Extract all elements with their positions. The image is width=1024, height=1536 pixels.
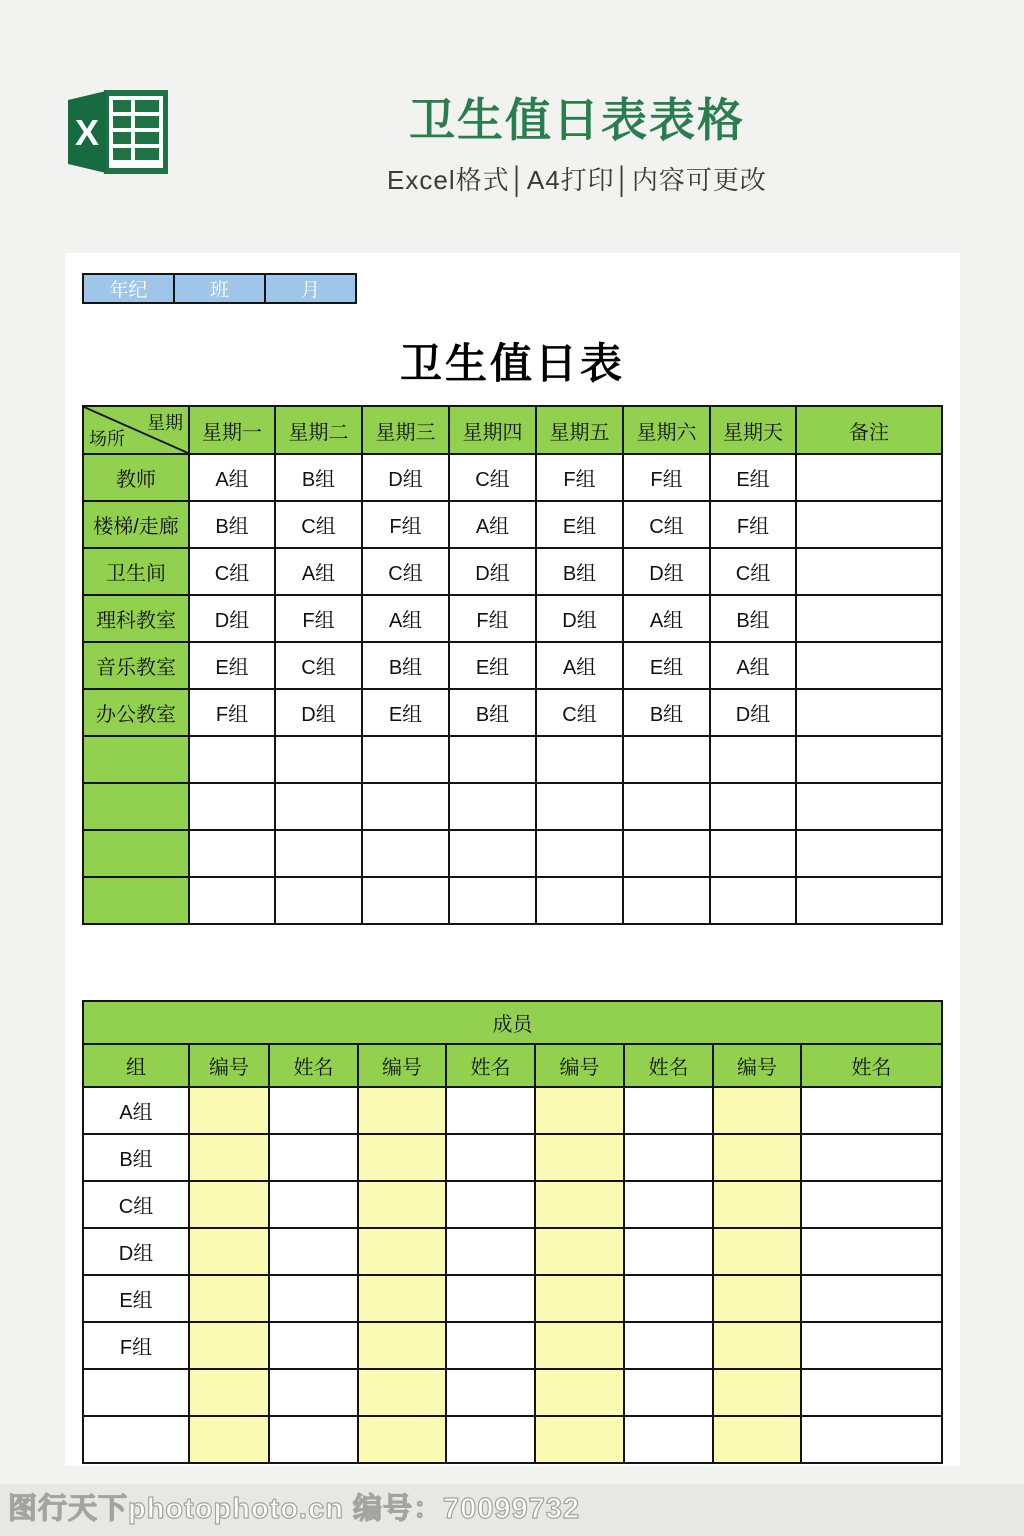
member-number-cell[interactable] — [535, 1369, 624, 1416]
remark-cell[interactable] — [796, 595, 942, 642]
duty-table — [82, 405, 943, 925]
member-number-cell[interactable] — [713, 1134, 801, 1181]
member-name-cell[interactable] — [624, 1369, 713, 1416]
remark-header: 备注 — [796, 406, 942, 454]
members-header-number-3: 编号 — [535, 1044, 624, 1087]
day-header-wed: 星期三 — [362, 406, 449, 454]
members-row — [83, 1134, 942, 1181]
remark-cell[interactable] — [796, 501, 942, 548]
members-row — [83, 1228, 942, 1275]
duty-cell[interactable]: C组 — [623, 501, 710, 548]
day-header-thu: 星期四 — [449, 406, 536, 454]
members-header-name-1: 姓名 — [269, 1044, 358, 1087]
member-name-cell[interactable] — [269, 1369, 358, 1416]
duty-cell[interactable]: A组 — [362, 595, 449, 642]
members-header-group: 组 — [83, 1044, 189, 1087]
member-name-cell[interactable] — [624, 1181, 713, 1228]
duty-cell[interactable] — [449, 736, 536, 783]
member-number-cell[interactable] — [535, 1181, 624, 1228]
member-name-cell[interactable] — [269, 1134, 358, 1181]
duty-cell[interactable]: A组 — [710, 642, 796, 689]
member-number-cell[interactable] — [713, 1416, 801, 1463]
duty-cell[interactable] — [536, 783, 623, 830]
place-cell[interactable]: 理科教室 — [83, 595, 189, 642]
duty-cell[interactable]: C组 — [449, 454, 536, 501]
member-number-cell[interactable] — [358, 1416, 446, 1463]
group-cell[interactable]: B组 — [83, 1134, 189, 1181]
class-cell[interactable]: 班 — [174, 274, 265, 303]
duty-cell[interactable]: D组 — [623, 548, 710, 595]
grade-cell[interactable]: 年纪 — [83, 274, 174, 303]
members-title-row — [83, 1001, 942, 1044]
duty-row — [83, 595, 942, 642]
duty-cell[interactable]: A组 — [536, 642, 623, 689]
month-cell[interactable]: 月 — [265, 274, 356, 303]
duty-cell[interactable] — [275, 783, 362, 830]
duty-cell[interactable]: E组 — [536, 501, 623, 548]
page-title: 卫生值日表表格 — [409, 94, 745, 146]
duty-cell[interactable]: A组 — [189, 454, 275, 501]
corner-label-week: 星期 — [147, 413, 183, 433]
duty-cell[interactable] — [623, 830, 710, 877]
day-header-sun: 星期天 — [710, 406, 796, 454]
member-number-cell[interactable] — [535, 1322, 624, 1369]
member-name-cell[interactable] — [801, 1087, 942, 1134]
members-header-number-2: 编号 — [358, 1044, 446, 1087]
member-number-cell[interactable] — [189, 1275, 269, 1322]
member-number-cell[interactable] — [358, 1134, 446, 1181]
duty-cell[interactable]: D组 — [362, 454, 449, 501]
duty-cell[interactable]: D组 — [275, 689, 362, 736]
remark-cell[interactable] — [796, 830, 942, 877]
duty-cell[interactable] — [449, 877, 536, 924]
remark-cell[interactable] — [796, 783, 942, 830]
footer-bar — [0, 1484, 1024, 1536]
page-subtitle: Excel格式│A4打印│内容可更改 — [387, 165, 767, 195]
member-name-cell[interactable] — [624, 1416, 713, 1463]
member-number-cell[interactable] — [358, 1275, 446, 1322]
duty-cell[interactable]: B组 — [710, 595, 796, 642]
duty-cell[interactable]: F组 — [275, 595, 362, 642]
duty-cell[interactable]: C组 — [536, 689, 623, 736]
group-cell[interactable] — [83, 1416, 189, 1463]
member-name-cell[interactable] — [269, 1275, 358, 1322]
duty-cell[interactable] — [189, 736, 275, 783]
duty-cell[interactable] — [710, 783, 796, 830]
corner-header-cell — [83, 406, 189, 454]
member-name-cell[interactable] — [446, 1416, 535, 1463]
day-header-sat: 星期六 — [623, 406, 710, 454]
duty-cell[interactable]: D组 — [536, 595, 623, 642]
duty-cell[interactable]: E组 — [710, 454, 796, 501]
place-cell[interactable] — [83, 877, 189, 924]
day-header-fri: 星期五 — [536, 406, 623, 454]
duty-cell[interactable] — [710, 877, 796, 924]
duty-header-row — [83, 406, 942, 454]
duty-row — [83, 501, 942, 548]
member-number-cell[interactable] — [358, 1228, 446, 1275]
members-row — [83, 1087, 942, 1134]
member-name-cell[interactable] — [446, 1322, 535, 1369]
duty-cell[interactable]: F组 — [536, 454, 623, 501]
group-cell[interactable]: F组 — [83, 1322, 189, 1369]
members-row — [83, 1322, 942, 1369]
duty-cell[interactable] — [362, 736, 449, 783]
duty-row — [83, 783, 942, 830]
duty-cell[interactable]: C组 — [275, 642, 362, 689]
member-number-cell[interactable] — [189, 1228, 269, 1275]
member-name-cell[interactable] — [801, 1369, 942, 1416]
duty-cell[interactable]: A组 — [449, 501, 536, 548]
member-number-cell[interactable] — [713, 1322, 801, 1369]
members-header-number-1: 编号 — [189, 1044, 269, 1087]
member-name-cell[interactable] — [801, 1322, 942, 1369]
place-cell[interactable]: 教师 — [83, 454, 189, 501]
duty-cell[interactable] — [623, 736, 710, 783]
duty-cell[interactable]: C组 — [275, 501, 362, 548]
duty-row — [83, 642, 942, 689]
duty-cell[interactable] — [536, 877, 623, 924]
member-number-cell[interactable] — [189, 1369, 269, 1416]
duty-cell[interactable]: B组 — [449, 689, 536, 736]
member-name-cell[interactable] — [801, 1181, 942, 1228]
duty-cell[interactable]: F组 — [710, 501, 796, 548]
duty-cell[interactable]: B组 — [189, 501, 275, 548]
members-row — [83, 1416, 942, 1463]
duty-cell[interactable]: E组 — [623, 642, 710, 689]
member-number-cell[interactable] — [535, 1275, 624, 1322]
remark-cell[interactable] — [796, 877, 942, 924]
remark-cell[interactable] — [796, 548, 942, 595]
member-name-cell[interactable] — [446, 1134, 535, 1181]
group-cell[interactable]: E组 — [83, 1275, 189, 1322]
member-number-cell[interactable] — [189, 1134, 269, 1181]
duty-cell[interactable] — [362, 830, 449, 877]
duty-cell[interactable] — [275, 877, 362, 924]
duty-cell[interactable] — [449, 783, 536, 830]
remark-cell[interactable] — [796, 642, 942, 689]
member-number-cell[interactable] — [358, 1369, 446, 1416]
member-name-cell[interactable] — [269, 1181, 358, 1228]
remark-cell[interactable] — [796, 454, 942, 501]
duty-row — [83, 548, 942, 595]
member-number-cell[interactable] — [358, 1181, 446, 1228]
info-bar-row — [83, 274, 356, 303]
info-bar — [82, 273, 357, 304]
duty-cell[interactable] — [449, 830, 536, 877]
duty-cell[interactable] — [275, 736, 362, 783]
member-number-cell[interactable] — [713, 1228, 801, 1275]
duty-cell[interactable]: C组 — [710, 548, 796, 595]
member-name-cell[interactable] — [624, 1322, 713, 1369]
corner-label-place: 场所 — [89, 429, 125, 449]
group-cell[interactable] — [83, 1369, 189, 1416]
member-number-cell[interactable] — [535, 1228, 624, 1275]
member-number-cell[interactable] — [358, 1087, 446, 1134]
duty-cell[interactable] — [623, 783, 710, 830]
duty-row — [83, 830, 942, 877]
member-number-cell[interactable] — [535, 1416, 624, 1463]
member-name-cell[interactable] — [269, 1322, 358, 1369]
day-header-tue: 星期二 — [275, 406, 362, 454]
duty-cell[interactable]: C组 — [362, 548, 449, 595]
duty-cell[interactable] — [710, 830, 796, 877]
member-number-cell[interactable] — [189, 1087, 269, 1134]
duty-cell[interactable]: B组 — [362, 642, 449, 689]
duty-cell[interactable] — [710, 736, 796, 783]
header-titles — [0, 84, 1024, 197]
duty-cell[interactable] — [536, 736, 623, 783]
place-cell[interactable]: 音乐教室 — [83, 642, 189, 689]
duty-row — [83, 454, 942, 501]
watermark-text: 图行天下photophoto.cn 编号：70099732 — [8, 1493, 581, 1525]
duty-cell[interactable] — [362, 877, 449, 924]
place-cell[interactable]: 楼梯/走廊 — [83, 501, 189, 548]
duty-cell[interactable]: D组 — [189, 595, 275, 642]
day-header-mon: 星期一 — [189, 406, 275, 454]
member-name-cell[interactable] — [801, 1275, 942, 1322]
duty-cell[interactable]: F组 — [362, 501, 449, 548]
duty-cell[interactable] — [275, 830, 362, 877]
member-number-cell[interactable] — [535, 1087, 624, 1134]
member-name-cell[interactable] — [446, 1228, 535, 1275]
member-number-cell[interactable] — [713, 1275, 801, 1322]
duty-cell[interactable] — [536, 830, 623, 877]
duty-row — [83, 877, 942, 924]
duty-cell[interactable]: B组 — [275, 454, 362, 501]
place-cell[interactable] — [83, 736, 189, 783]
member-number-cell[interactable] — [189, 1322, 269, 1369]
remark-cell[interactable] — [796, 689, 942, 736]
member-number-cell[interactable] — [189, 1181, 269, 1228]
duty-cell[interactable]: F组 — [623, 454, 710, 501]
member-name-cell[interactable] — [446, 1087, 535, 1134]
members-row — [83, 1369, 942, 1416]
duty-cell[interactable]: E组 — [449, 642, 536, 689]
duty-cell[interactable] — [623, 877, 710, 924]
members-header-row — [83, 1044, 942, 1087]
member-name-cell[interactable] — [446, 1275, 535, 1322]
member-name-cell[interactable] — [801, 1228, 942, 1275]
member-name-cell[interactable] — [624, 1134, 713, 1181]
group-cell[interactable]: C组 — [83, 1181, 189, 1228]
members-row — [83, 1181, 942, 1228]
group-cell[interactable]: D组 — [83, 1228, 189, 1275]
members-header-name-2: 姓名 — [446, 1044, 535, 1087]
member-name-cell[interactable] — [269, 1087, 358, 1134]
member-name-cell[interactable] — [624, 1275, 713, 1322]
member-name-cell[interactable] — [624, 1228, 713, 1275]
member-number-cell[interactable] — [189, 1416, 269, 1463]
members-row — [83, 1275, 942, 1322]
members-header-name-3: 姓名 — [624, 1044, 713, 1087]
duty-row — [83, 736, 942, 783]
member-name-cell[interactable] — [446, 1181, 535, 1228]
members-header-number-4: 编号 — [713, 1044, 801, 1087]
member-name-cell[interactable] — [269, 1228, 358, 1275]
member-number-cell[interactable] — [713, 1087, 801, 1134]
member-number-cell[interactable] — [535, 1134, 624, 1181]
member-name-cell[interactable] — [269, 1416, 358, 1463]
duty-cell[interactable]: E组 — [189, 642, 275, 689]
duty-cell[interactable] — [189, 830, 275, 877]
duty-cell[interactable]: B组 — [536, 548, 623, 595]
place-cell[interactable]: 卫生间 — [83, 548, 189, 595]
group-cell[interactable]: A组 — [83, 1087, 189, 1134]
members-table — [82, 1000, 943, 1464]
member-name-cell[interactable] — [801, 1134, 942, 1181]
member-name-cell[interactable] — [624, 1087, 713, 1134]
duty-cell[interactable]: B组 — [623, 689, 710, 736]
duty-cell[interactable]: D组 — [449, 548, 536, 595]
duty-cell[interactable] — [189, 877, 275, 924]
sheet-title: 卫生值日表 — [399, 340, 625, 387]
place-cell[interactable]: 办公教室 — [83, 689, 189, 736]
member-number-cell[interactable] — [713, 1181, 801, 1228]
duty-cell[interactable]: E组 — [362, 689, 449, 736]
duty-cell[interactable]: C组 — [189, 548, 275, 595]
member-name-cell[interactable] — [446, 1369, 535, 1416]
page-header — [0, 0, 1024, 250]
members-title: 成员 — [83, 1001, 942, 1044]
duty-cell[interactable] — [189, 783, 275, 830]
place-cell[interactable] — [83, 783, 189, 830]
duty-cell[interactable] — [362, 783, 449, 830]
member-number-cell[interactable] — [713, 1369, 801, 1416]
member-number-cell[interactable] — [358, 1322, 446, 1369]
duty-cell[interactable]: A组 — [275, 548, 362, 595]
duty-row — [83, 689, 942, 736]
duty-cell[interactable]: A组 — [623, 595, 710, 642]
duty-cell[interactable]: D组 — [710, 689, 796, 736]
spreadsheet-preview — [65, 253, 960, 1466]
remark-cell[interactable] — [796, 736, 942, 783]
member-name-cell[interactable] — [801, 1416, 942, 1463]
duty-cell[interactable]: F组 — [449, 595, 536, 642]
members-header-name-4: 姓名 — [801, 1044, 942, 1087]
place-cell[interactable] — [83, 830, 189, 877]
duty-cell[interactable]: F组 — [189, 689, 275, 736]
svg-text:X: X — [74, 112, 100, 153]
